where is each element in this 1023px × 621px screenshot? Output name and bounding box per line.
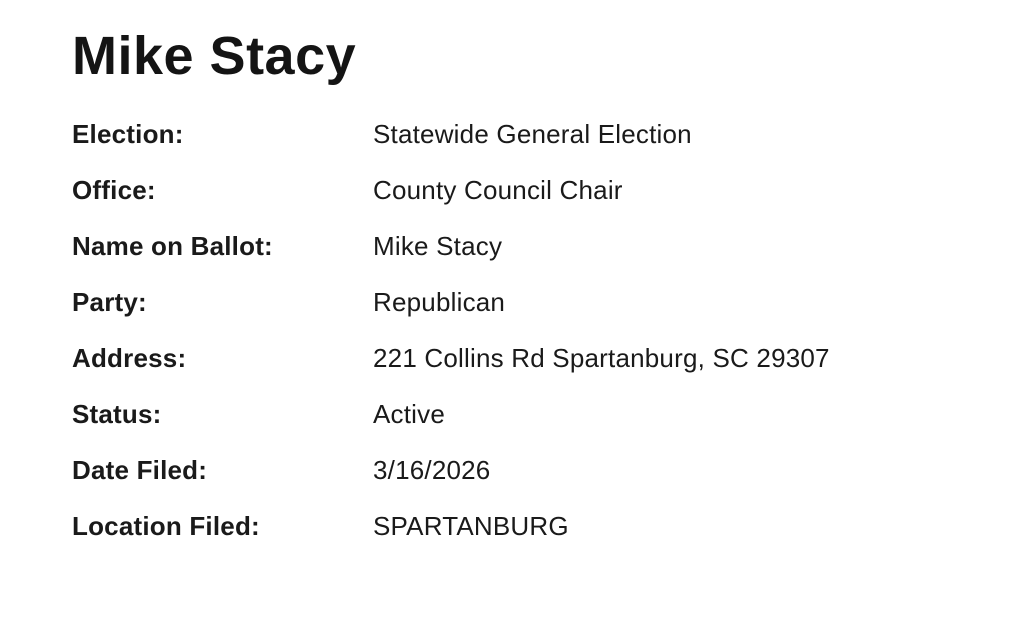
candidate-detail-list <box>72 107 983 555</box>
field-label-location-filed: Location Filed: <box>72 511 260 542</box>
field-value-election: Statewide General Election <box>373 119 692 150</box>
field-value-location-filed: SPARTANBURG <box>373 511 569 542</box>
field-label-status: Status: <box>72 399 162 430</box>
field-value-office: County Council Chair <box>373 175 623 206</box>
field-label-election: Election: <box>72 119 184 150</box>
field-value-status: Active <box>373 399 446 430</box>
field-value-party: Republican <box>373 287 506 318</box>
field-label-name-on-ballot: Name on Ballot: <box>72 231 273 262</box>
field-label-date-filed: Date Filed: <box>72 455 208 486</box>
field-value-name-on-ballot: Mike Stacy <box>373 231 503 262</box>
page-title: Mike Stacy <box>72 26 357 86</box>
field-label-address: Address: <box>72 343 187 374</box>
field-value-date-filed: 3/16/2026 <box>373 455 491 486</box>
field-value-address: 221 Collins Rd Spartanburg, SC 29307 <box>373 343 830 374</box>
field-label-office: Office: <box>72 175 156 206</box>
field-label-party: Party: <box>72 287 147 318</box>
